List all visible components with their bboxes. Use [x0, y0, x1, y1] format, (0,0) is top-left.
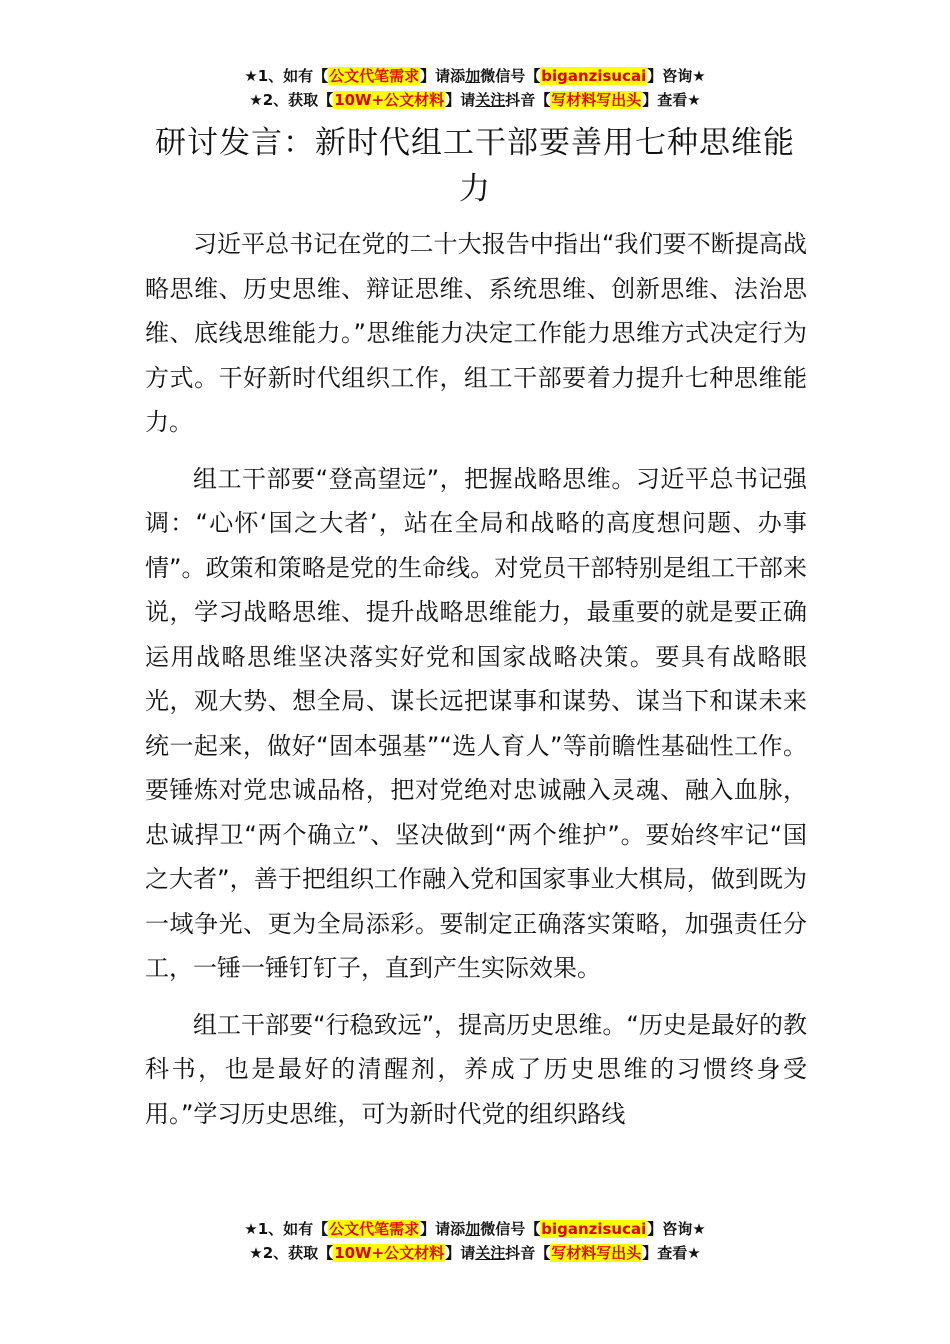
body-paragraph-3: 组工干部要“行稳致远”，提高历史思维。“历史是最好的教科书，也是最好的清醒剂，养成了历史思维的习惯终身受用。”学习历史思维，可为新时代党的组织路线	[145, 1010, 807, 1128]
banner-underlined-text: 关注	[475, 91, 506, 109]
highlight-douyin-account: 写材料写出头	[551, 1244, 642, 1262]
body-paragraph-1: 习近平总书记在党的二十大报告中指出“我们要不断提高战略思维、历史思维、辩证思维、系统思维、创新思维、法治思维、底线思维能力。”思维能力决定工作能力思维方式决定行为方式。干好新时代组织工作，组工干部要着力提升七种思维能力。	[145, 230, 807, 436]
banner-text: 微信号【	[480, 1220, 541, 1238]
highlight-wechat-id: biganzisucai	[541, 1220, 647, 1238]
banner-text: 】请添	[420, 1220, 466, 1238]
banner-text: 】查看★	[642, 1244, 701, 1262]
highlight-service: 公文代笔需求	[329, 1220, 420, 1238]
banner-text: 】查看★	[642, 91, 701, 109]
body-paragraph-2: 组工干部要“登高望远”，把握战略思维。习近平总书记强调：“心怀‘国之大者’，站在全局和战略的高度想问题、办事情”。政策和策略是党的生命线。对党员干部特别是组工干部来说，学习战略思维、提升战略思维能力，最重要的就是要正确运用战略思维坚决落实好党和国家战略决策。要具有战略眼光，观大势、想全局、谋长远把谋事和谋势、谋当下和谋未来统一起来，做好“固本强基”“选人育人”等前瞻性基础性工作。要锤炼对党忠诚品格，把对党绝对忠诚融入灵魂、融入血脉，忠诚捍卫“两个确立”、坚决做到“两个维护”。要始终牢记“国之大者”，善于把组织工作融入党和国家事业大棋局，做到既为一域争光、更为全局添彩。要制定正确落实策略，加强责任分工，一锤一锤钉钉子，直到产生实际效果。	[145, 464, 807, 982]
banner-text: ★2、获取【	[249, 1244, 334, 1262]
banner-underlined-text: 加	[465, 67, 481, 85]
header-banner-line-2	[0, 88, 950, 112]
banner-underlined-text: 关注	[475, 1244, 506, 1262]
banner-text: ★2、获取【	[249, 91, 334, 109]
banner-text: 】咨询★	[647, 1220, 706, 1238]
banner-underlined-text: 加	[465, 1220, 481, 1238]
banner-text: 】请	[445, 91, 476, 109]
highlight-wechat-id: biganzisucai	[541, 67, 647, 85]
banner-text: 抖音【	[505, 1244, 551, 1262]
banner-text: 抖音【	[505, 91, 551, 109]
highlight-materials: 10W+公文材料	[334, 1244, 445, 1262]
footer-banner-line-2	[0, 1241, 950, 1265]
banner-text: 微信号【	[480, 67, 541, 85]
document-title: 研讨发言：新时代组工干部要善用七种思维能力	[155, 125, 795, 207]
banner-text: 】咨询★	[647, 67, 706, 85]
footer-banner-line-1	[0, 1217, 950, 1241]
banner-text: 】请添	[420, 67, 466, 85]
footer-banner	[0, 1217, 950, 1265]
highlight-douyin-account: 写材料写出头	[551, 91, 642, 109]
banner-text: 】请	[445, 1244, 476, 1262]
highlight-service: 公文代笔需求	[329, 67, 420, 85]
banner-text: ★1、如有【	[244, 67, 329, 85]
banner-text: ★1、如有【	[244, 1220, 329, 1238]
header-banner	[0, 64, 950, 112]
header-banner-line-1	[0, 64, 950, 88]
highlight-materials: 10W+公文材料	[334, 91, 445, 109]
document-body	[145, 222, 807, 1148]
